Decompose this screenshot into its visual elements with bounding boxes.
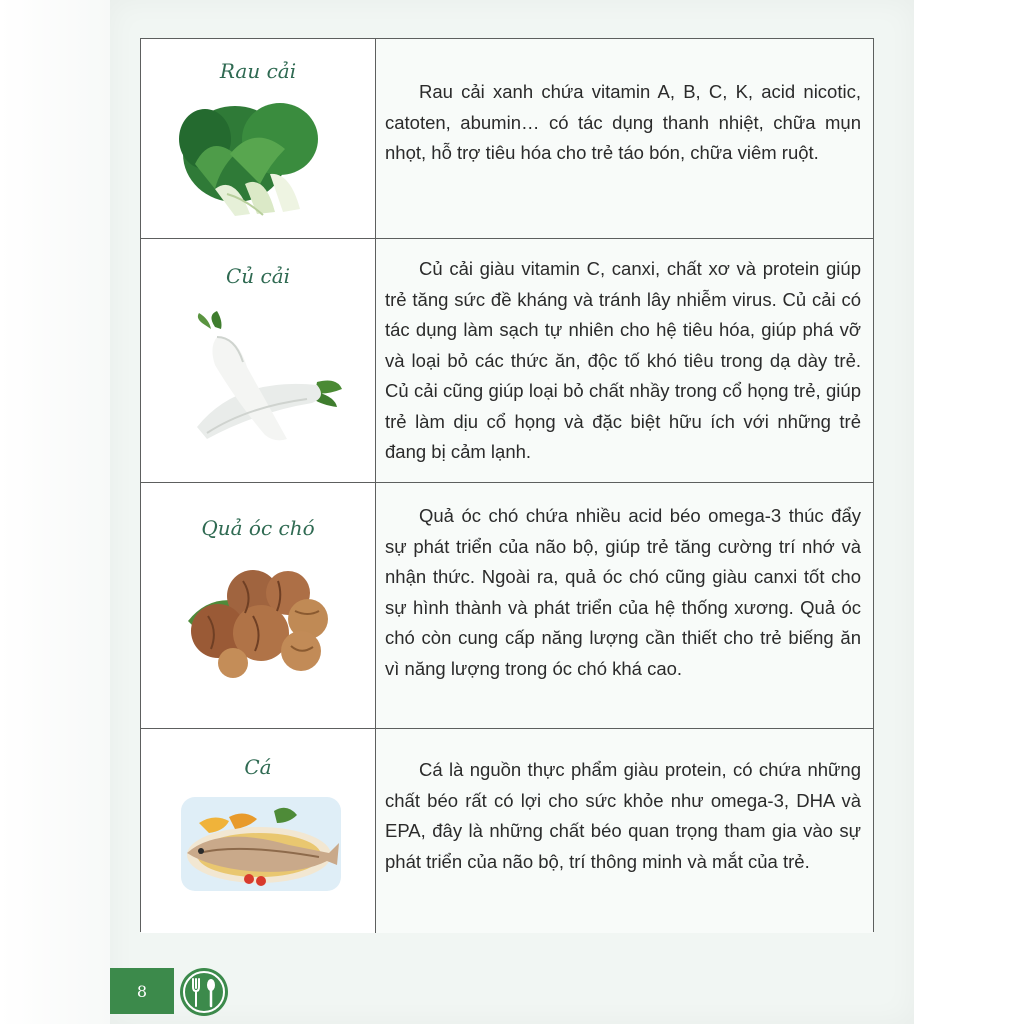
table-row	[141, 239, 873, 483]
food-description: Cá là nguồn thực phẩm giàu protein, có chứa những chất béo rất có lợi cho sức khỏe như omega-3, DHA và EPA, đây là những chất béo quan trọng tham gia vào sự phát triển của não bộ, trí thông minh và mắt của trẻ.	[385, 759, 861, 872]
table-row	[141, 729, 873, 933]
food-description: Củ cải giàu vitamin C, canxi, chất xơ và protein giúp trẻ tăng sức đề kháng và tránh lây nhiễm virus. Củ cải có tác dụng làm sạch tự nhiên cho hệ tiêu hóa, giúp phá vỡ và loại bỏ các thức ăn, độc tố khó tiêu trong dạ dày trẻ. Củ cải cũng giúp loại bỏ chất nhầy trong cổ họng trẻ, giúp trẻ làm dịu cổ họng và đặc biệt hữu ích với những trẻ đang bị cảm lạnh.	[385, 258, 861, 462]
page-margin-right	[914, 0, 1024, 1024]
fork-spoon-icon	[178, 966, 230, 1018]
food-description: Quả óc chó chứa nhiều acid béo omega-3 thúc đẩy sự phát triển của não bộ, giúp trẻ tăng cường trí nhớ và nhận thức. Ngoài ra, quả óc chó cũng giàu canxi tốt cho sự hình thành và phát triển của hệ thống xương. Quả óc chó còn cung cấp năng lượng cần thiết cho trẻ biếng ăn vì năng lượng trong óc chó khá cao.	[385, 505, 861, 679]
food-name: Rau cải	[219, 59, 297, 83]
table-row	[141, 39, 873, 239]
table-row	[141, 483, 873, 729]
food-name: Củ cải	[225, 264, 291, 288]
page-margin-left	[0, 0, 110, 1024]
walnut-image	[183, 551, 343, 686]
food-name: Quả óc chó	[201, 516, 315, 540]
page-number: 8	[110, 968, 174, 1014]
food-name: Cá	[244, 755, 272, 779]
food-table	[140, 38, 874, 932]
radish-image	[177, 307, 347, 452]
fish-dish-image	[179, 795, 344, 900]
food-description: Rau cải xanh chứa vitamin A, B, C, K, acid nicotic, catoten, abumin… có tác dụng thanh nhiệt, chữa mụn nhọt, hỗ trợ tiêu hóa cho trẻ táo bón, chữa viêm ruột.	[385, 81, 861, 163]
bok-choy-image	[175, 94, 325, 229]
